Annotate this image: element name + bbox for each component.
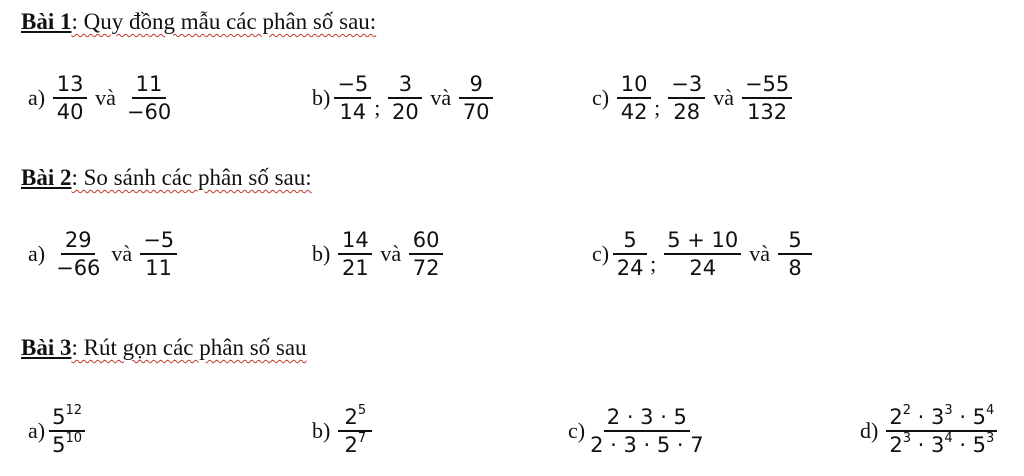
item-label: a) [28,418,46,443]
semicolon: ; [650,251,657,276]
fraction: $\frac{-5}{14}$ [334,71,371,125]
item-label: d) [860,418,879,443]
fraction: $\frac{2^2 \cdot 3^3 \cdot 5^4}{2^3 \cdot 3^4 \cdot 5^3}$ [886,404,997,458]
fraction: $\frac{5}{24}$ [613,227,647,281]
exercise-3d [860,396,999,466]
item-label: c) [568,418,586,443]
item-label: a) [28,241,46,266]
conjunction: và [95,85,116,110]
item-label: a) [28,85,46,110]
item-label: c) [592,241,610,266]
item-label: b) [312,85,331,110]
exercise-2-instruction: : So sánh các phân số sau: [71,165,312,190]
fraction: $\frac{3}{20}$ [388,71,422,125]
fraction: $\frac{5}{8}$ [778,227,812,281]
fraction: $\frac{-3}{28}$ [668,71,705,125]
exercise-2-number: Bài 2 [21,165,72,190]
fraction: $\frac{2 \cdot 3 \cdot 5}{2 \cdot 3 \cdot 5 \cdot 7}$ [590,405,704,457]
semicolon: ; [374,95,381,120]
exercise-2b [312,219,445,289]
conjunction: và [749,241,771,266]
exercise-1-number: Bài 1 [21,9,72,34]
exercise-2c [592,219,814,289]
fraction: $\frac{60}{72}$ [409,227,443,281]
exercise-3c [568,396,709,466]
fraction: $\frac{5 + 10}{24}$ [664,227,741,281]
fraction: $\frac{2^5}{2^7}$ [338,404,372,458]
fraction: $\frac{5^{12}}{5^{10}}$ [49,404,85,458]
item-label: c) [592,85,610,110]
exercise-1-instruction: : Quy đồng mẫu các phân số sau: [71,9,377,34]
fraction: $\frac{13}{40}$ [53,71,87,125]
exercise-3a [28,396,87,466]
conjunction: và [380,241,402,266]
exercise-3b [312,396,374,466]
exercise-1-heading [21,8,376,36]
exercise-2a [28,219,179,289]
conjunction: và [713,85,734,110]
fraction: $\frac{11}{-60}$ [126,72,172,124]
fraction: $\frac{-55}{132}$ [742,71,792,125]
exercise-1b [312,63,495,133]
fraction: $\frac{29}{-66}$ [56,228,101,280]
fraction: $\frac{-5}{11}$ [140,227,177,281]
exercise-3-number: Bài 3 [21,335,72,360]
item-label: b) [312,241,331,266]
item-label: b) [312,418,331,443]
exercise-2-heading [21,164,312,192]
conjunction: và [111,241,133,266]
exercise-3-heading [21,334,307,362]
semicolon: ; [654,95,661,120]
conjunction: và [430,85,452,110]
fraction: $\frac{14}{21}$ [338,227,372,281]
fraction: $\frac{10}{42}$ [617,71,651,125]
exercise-1c [592,63,794,133]
exercise-1a [28,63,176,133]
fraction: $\frac{9}{70}$ [459,71,493,125]
exercise-3-instruction: : Rút gọn các phân số sau [71,335,307,360]
